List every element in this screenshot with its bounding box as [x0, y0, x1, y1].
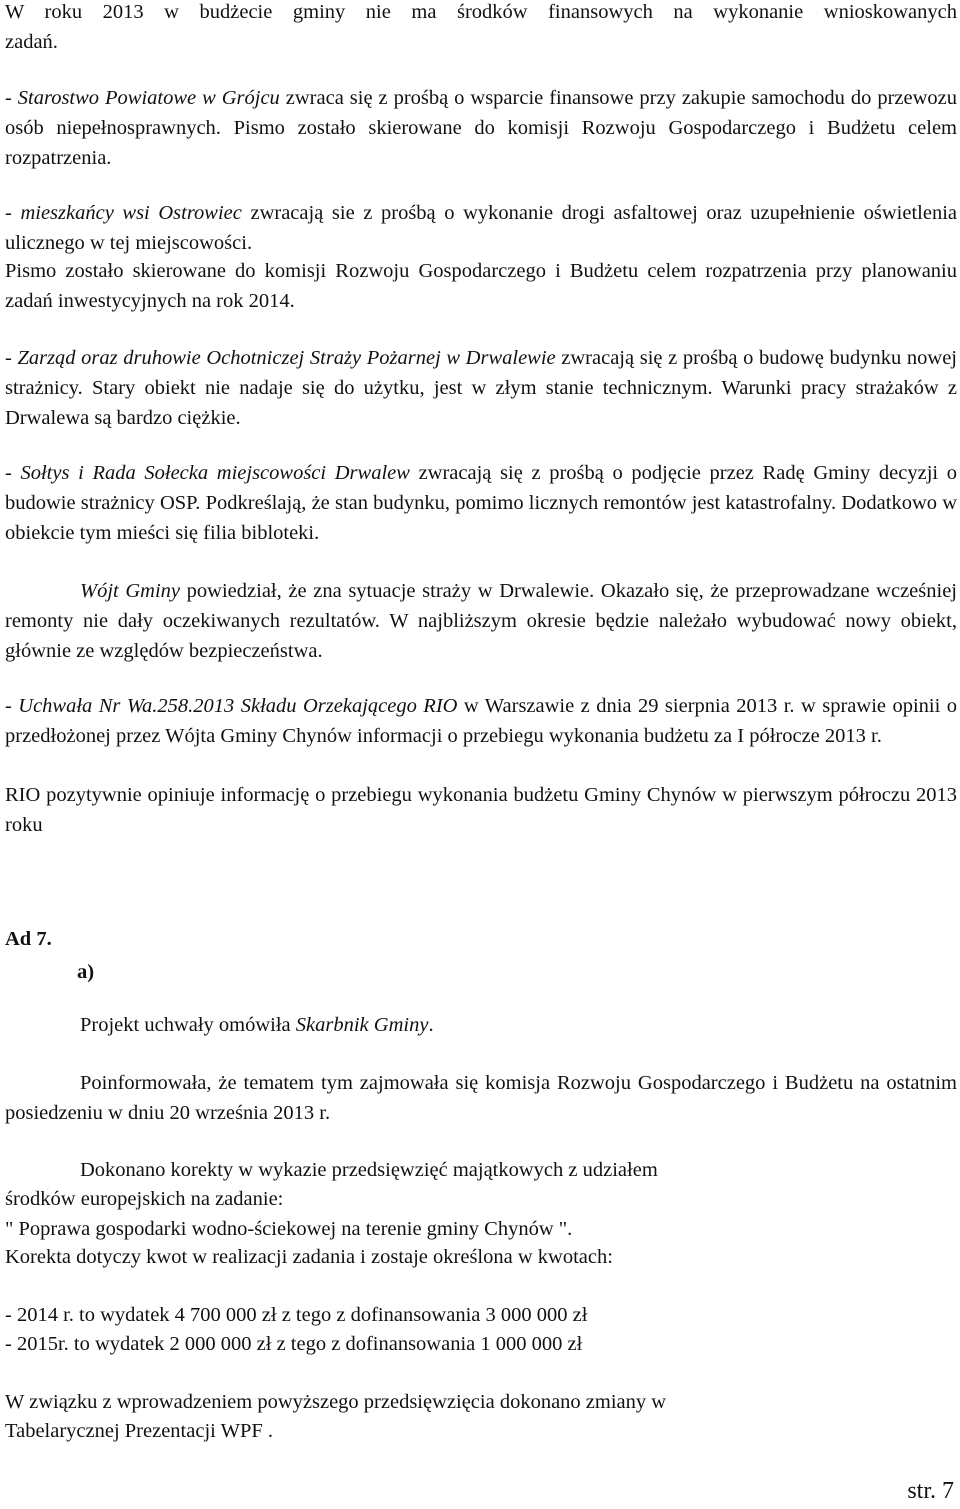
dash: - — [5, 347, 18, 369]
text-end: . — [428, 1014, 434, 1036]
paragraph-wojt-response — [5, 576, 957, 666]
text-line: Dokonano korekty w wykazie przedsięwzięć majątkowych z udziałem — [80, 1159, 658, 1181]
request-subject: Sołtys i Rada Sołecka miejscowości Drwalew — [20, 462, 410, 484]
dash: - — [5, 462, 21, 484]
request-subject: Starostwo Powiatowe w Grójcu — [17, 87, 280, 109]
paragraph-rio-opinion — [5, 780, 957, 840]
text-line: zadań. — [5, 31, 58, 53]
speaker-name: Wójt Gminy — [80, 580, 181, 602]
resolution-title: Uchwała Nr Wa.258.2013 Składu Orzekającego RIO — [18, 695, 458, 717]
response-text: powiedział, że zna sytuacje straży w Drwalewie. Okazało się, że przeprowadzane wcześniej remonty nie dały oczekiwanych rezultatów. W najbliższym okresie będzie należało wybudować nowy obiekt, głównie ze względów bezpieczeństwa. — [5, 580, 957, 662]
info-text: Poinformowała, że tematem tym zajmowała się komisja Rozwoju Gospodarczego i Budżetu na ostatnim posiedzeniu w dniu 20 września 2013 r. — [5, 1072, 957, 1124]
resolution-text: w Warszawie z dnia 29 sierpnia 2013 r. w sprawie opinii o przedłożonej przez Wójta Gminy Chynów informacji o przebiegu wykonania budżetu za I półrocze 2013 r. — [5, 695, 957, 747]
subsection-label: a) — [77, 961, 95, 983]
request-text: zwracają sie z prośbą o wykonanie drogi asfaltowej oraz uzupełnienie oświetlenia ulicznego w tej miejscowości. — [5, 202, 957, 254]
paragraph-ostrowiec-referral — [5, 256, 957, 316]
amount-line-2015: - 2015r. to wydatek 2 000 000 zł z tego z dofinansowania 1 000 000 zł — [5, 1333, 583, 1355]
paragraph-ostrowiec-request — [5, 198, 957, 258]
section-heading: Ad 7. — [5, 928, 52, 950]
request-subject: Zarząd oraz druhowie Ochotniczej Straży Pożarnej w Drwalewie — [17, 347, 556, 369]
paragraph-rio-resolution — [5, 691, 957, 751]
paragraph-budget-note — [5, 0, 957, 57]
page-number: str. 7 — [907, 1478, 954, 1504]
referral-text: Pismo zostało skierowane do komisji Rozwoju Gospodarczego i Budżetu celem rozpatrzenia przy planowaniu zadań inwestycyjnych na rok 2014. — [5, 260, 957, 312]
text: Projekt uchwały omówiła — [80, 1014, 296, 1036]
paragraph-soltys-request — [5, 458, 957, 548]
amount-line-2014: - 2014 r. to wydatek 4 700 000 zł z tego z dofinansowania 3 000 000 zł — [5, 1304, 588, 1326]
request-subject: mieszkańcy wsi Ostrowiec — [20, 202, 242, 224]
text-line: W roku 2013 w budżecie gminy nie ma środków finansowych na wykonanie wnioskowanych — [5, 1, 957, 23]
dash: - — [5, 87, 18, 109]
request-text: zwracają się z prośbą o budowę budynku nowej strażnicy. Stary obiekt nie nadaje się do użytku, jest w złym stanie technicznym. Warunki pracy strażaków z Drwalewa są bardzo ciężkie. — [5, 347, 957, 429]
dash: - — [5, 202, 21, 224]
paragraph-osp-request — [5, 343, 957, 433]
request-text: zwraca się z prośbą o wsparcie finansowe przy zakupie samochodu do przewozu osób niepełnosprawnych. Pismo zostało skierowane do komisji Rozwoju Gospodarczego i Budżetu celem rozpatrzenia. — [5, 87, 957, 169]
text-line: Tabelarycznej Prezentacji WPF . — [5, 1420, 273, 1442]
opinion-text: RIO pozytywnie opiniuje informację o przebiegu wykonania budżetu Gminy Chynów w pierwszym półroczu 2013 roku — [5, 784, 957, 836]
paragraph-projekt-uchwaly — [80, 1010, 434, 1040]
request-text: zwracają się z prośbą o podjęcie przez Radę Gminy decyzji o budowie strażnicy OSP. Podkreślają, że stan budynku, pomimo licznych remontów jest katastrofalny. Dodatkowo w obiekcie tym mieści się filia bibloteki. — [5, 462, 958, 544]
dash: - — [5, 695, 19, 717]
text-line: Korekta dotyczy kwot w realizacji zadania i zostaje określona w kwotach: — [5, 1246, 613, 1268]
task-name: " Poprawa gospodarki wodno-ściekowej na terenie gminy Chynów ". — [5, 1218, 573, 1240]
speaker-name: Skarbnik Gminy — [295, 1014, 429, 1036]
text-line: środków europejskich na zadanie: — [5, 1188, 284, 1210]
paragraph-skarbnik-info — [5, 1068, 957, 1128]
text-line: W związku z wprowadzeniem powyższego przedsięwzięcia dokonano zmiany w — [5, 1391, 667, 1413]
paragraph-starostwo-request — [5, 83, 957, 173]
